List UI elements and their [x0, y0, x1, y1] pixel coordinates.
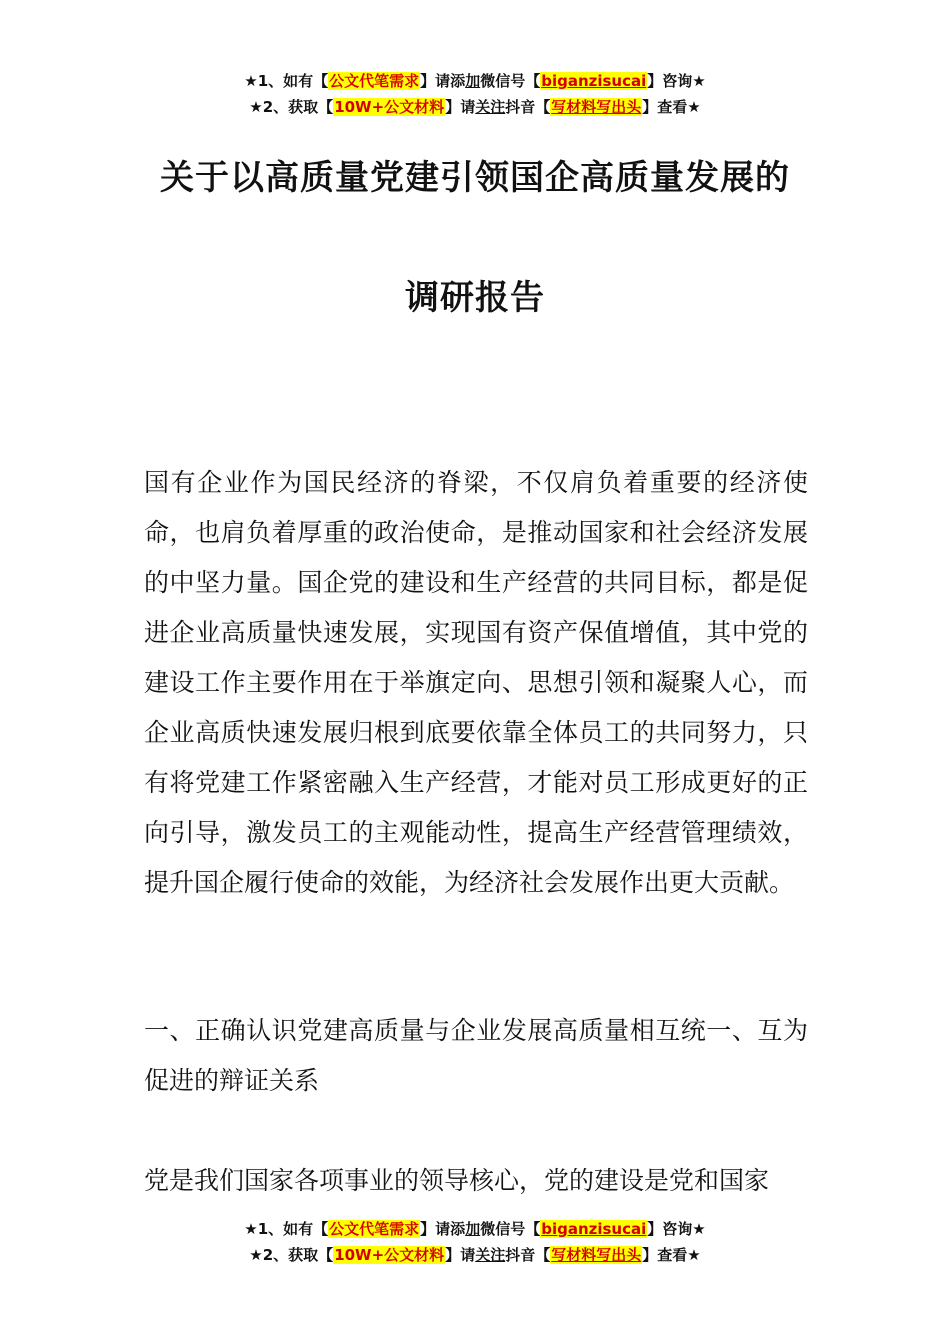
banner-text: ★2、获取【 — [249, 1246, 334, 1264]
banner-line-2 — [0, 94, 950, 120]
banner-text: 】请 — [445, 1246, 476, 1264]
header-banner — [0, 68, 950, 120]
highlight-wechat-id: biganzisucai — [541, 1220, 647, 1238]
banner-text: 】请添 — [420, 1220, 466, 1238]
body-paragraph-1: 国有企业作为国民经济的脊梁，不仅肩负着重要的经济使命，也肩负着厚重的政治使命，是推动国家和社会经济发展的中坚力量。国企党的建设和生产经营的共同目标，都是促进企业高质量快速发展，实现国有资产保值增值，其中党的建设工作主要作用在于举旗定向、思想引领和凝聚人心，而企业高质快速发展归根到底要依靠全体员工的共同努力，只有将党建工作紧密融入生产经营，才能对员工形成更好的正向引导，激发员工的主观能动性，提高生产经营管理绩效，提升国企履行使命的效能，为经济社会发展作出更大贡献。 — [144, 468, 808, 897]
banner-underlined-text: 关注 — [475, 98, 506, 116]
document-title-line-2: 调研报告 — [405, 278, 545, 318]
banner-text: 抖音【 — [505, 98, 551, 116]
banner-text: ★1、如有【 — [244, 72, 329, 90]
highlight-douyin-account: 写材料写出头 — [551, 98, 642, 116]
highlight-wechat-id: biganzisucai — [541, 72, 647, 90]
banner-text: 】咨询★ — [647, 1220, 706, 1238]
banner-text: 】咨询★ — [647, 72, 706, 90]
highlight-douyin-account: 写材料写出头 — [551, 1246, 642, 1264]
banner-text: ★1、如有【 — [244, 1220, 329, 1238]
banner-line-1 — [0, 68, 950, 94]
banner-text: 】请添 — [420, 72, 466, 90]
banner-text: 抖音【 — [505, 1246, 551, 1264]
banner-text: 微信号【 — [480, 1220, 541, 1238]
banner-underlined-text: 加 — [465, 72, 481, 90]
banner-underlined-text: 加 — [465, 1220, 481, 1238]
banner-text: ★2、获取【 — [249, 98, 334, 116]
section-heading-1: 一、正确认识党建高质量与企业发展高质量相互统一、互为促进的辩证关系 — [144, 1016, 808, 1095]
banner-text: 】请 — [445, 98, 476, 116]
highlight-service: 公文代笔需求 — [329, 72, 420, 90]
banner-underlined-text: 关注 — [475, 1246, 506, 1264]
banner-line-1 — [0, 1216, 950, 1242]
highlight-materials: 10W+公文材料 — [334, 98, 445, 116]
banner-text: 】查看★ — [642, 1246, 701, 1264]
document-title-line-1: 关于以高质量党建引领国企高质量发展的 — [160, 158, 790, 198]
body-paragraph-2: 党是我们国家各项事业的领导核心，党的建设是党和国家 — [144, 1166, 770, 1195]
banner-text: 微信号【 — [480, 72, 541, 90]
banner-text: 】查看★ — [642, 98, 701, 116]
highlight-materials: 10W+公文材料 — [334, 1246, 445, 1264]
highlight-service: 公文代笔需求 — [329, 1220, 420, 1238]
banner-line-2 — [0, 1242, 950, 1268]
footer-banner — [0, 1216, 950, 1268]
